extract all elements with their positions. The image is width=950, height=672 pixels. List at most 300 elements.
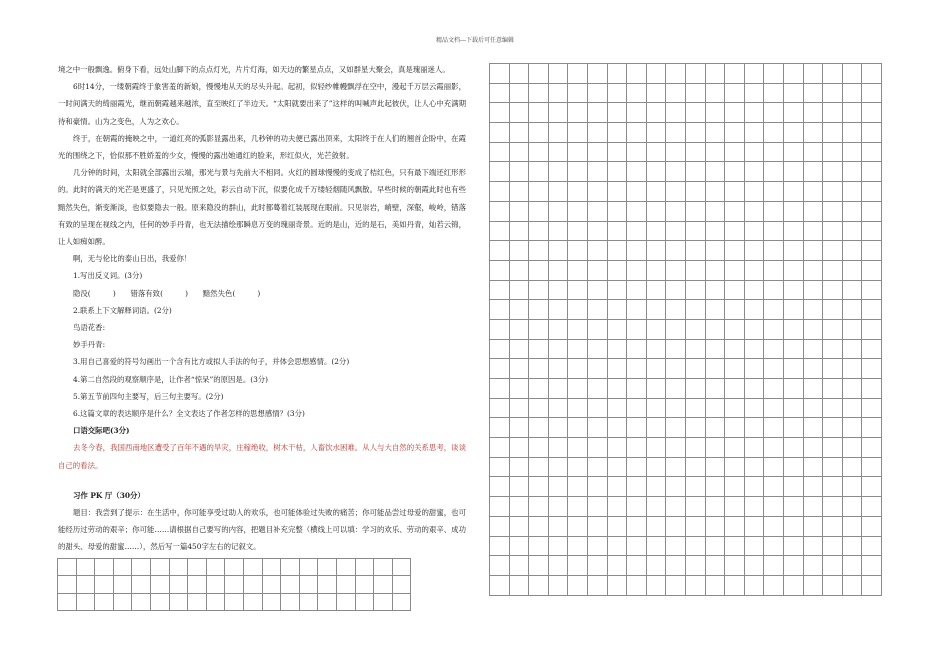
grid-cell[interactable] xyxy=(529,84,549,104)
grid-cell[interactable] xyxy=(588,143,608,163)
grid-cell[interactable] xyxy=(843,281,863,301)
grid-cell[interactable] xyxy=(666,340,686,360)
grid-cell[interactable] xyxy=(666,241,686,261)
grid-cell[interactable] xyxy=(588,477,608,497)
grid-cell[interactable] xyxy=(725,340,745,360)
grid-cell[interactable] xyxy=(823,143,843,163)
grid-cell[interactable] xyxy=(686,418,706,438)
grid-cell[interactable] xyxy=(843,261,863,281)
grid-cell[interactable] xyxy=(588,438,608,458)
grid-cell[interactable] xyxy=(627,64,647,84)
grid-cell[interactable] xyxy=(725,162,745,182)
grid-cell[interactable] xyxy=(549,399,569,419)
grid-cell[interactable] xyxy=(784,340,804,360)
grid-cell[interactable] xyxy=(549,281,569,301)
grid-cell[interactable] xyxy=(843,84,863,104)
grid-cell[interactable] xyxy=(627,103,647,123)
grid-cell[interactable] xyxy=(666,517,686,537)
grid-cell[interactable] xyxy=(490,359,510,379)
grid-cell[interactable] xyxy=(300,576,319,593)
grid-cell[interactable] xyxy=(77,576,96,593)
grid-cell[interactable] xyxy=(666,556,686,576)
grid-cell[interactable] xyxy=(706,359,726,379)
grid-cell[interactable] xyxy=(706,103,726,123)
grid-cell[interactable] xyxy=(804,222,824,242)
grid-cell[interactable] xyxy=(804,320,824,340)
grid-cell[interactable] xyxy=(843,537,863,557)
grid-cell[interactable] xyxy=(725,438,745,458)
grid-cell[interactable] xyxy=(263,559,282,576)
grid-cell[interactable] xyxy=(804,399,824,419)
grid-cell[interactable] xyxy=(706,458,726,478)
grid-cell[interactable] xyxy=(568,143,588,163)
grid-cell[interactable] xyxy=(823,300,843,320)
grid-cell[interactable] xyxy=(58,594,77,611)
grid-cell[interactable] xyxy=(627,123,647,143)
grid-cell[interactable] xyxy=(132,559,151,576)
grid-cell[interactable] xyxy=(318,594,337,611)
grid-cell[interactable] xyxy=(549,418,569,438)
grid-cell[interactable] xyxy=(114,594,133,611)
grid-cell[interactable] xyxy=(725,182,745,202)
grid-cell[interactable] xyxy=(627,399,647,419)
grid-cell[interactable] xyxy=(804,340,824,360)
grid-cell[interactable] xyxy=(706,497,726,517)
grid-cell[interactable] xyxy=(862,438,882,458)
grid-cell[interactable] xyxy=(804,64,824,84)
grid-cell[interactable] xyxy=(647,497,667,517)
grid-cell[interactable] xyxy=(627,340,647,360)
grid-cell[interactable] xyxy=(529,162,549,182)
grid-cell[interactable] xyxy=(823,576,843,596)
grid-cell[interactable] xyxy=(784,477,804,497)
grid-cell[interactable] xyxy=(725,300,745,320)
grid-cell[interactable] xyxy=(337,576,356,593)
grid-cell[interactable] xyxy=(745,477,765,497)
grid-cell[interactable] xyxy=(706,162,726,182)
grid-cell[interactable] xyxy=(510,438,530,458)
grid-cell[interactable] xyxy=(114,559,133,576)
grid-cell[interactable] xyxy=(490,281,510,301)
grid-cell[interactable] xyxy=(764,379,784,399)
grid-cell[interactable] xyxy=(647,222,667,242)
grid-cell[interactable] xyxy=(356,559,375,576)
grid-cell[interactable] xyxy=(568,64,588,84)
grid-cell[interactable] xyxy=(510,418,530,438)
grid-cell[interactable] xyxy=(549,340,569,360)
grid-cell[interactable] xyxy=(588,261,608,281)
grid-cell[interactable] xyxy=(132,576,151,593)
grid-cell[interactable] xyxy=(686,537,706,557)
grid-cell[interactable] xyxy=(549,202,569,222)
grid-cell[interactable] xyxy=(804,537,824,557)
grid-cell[interactable] xyxy=(608,222,628,242)
grid-cell[interactable] xyxy=(568,556,588,576)
grid-cell[interactable] xyxy=(745,537,765,557)
grid-cell[interactable] xyxy=(510,222,530,242)
grid-cell[interactable] xyxy=(114,576,133,593)
grid-cell[interactable] xyxy=(207,576,226,593)
grid-cell[interactable] xyxy=(862,320,882,340)
grid-cell[interactable] xyxy=(568,320,588,340)
grid-cell[interactable] xyxy=(843,241,863,261)
grid-cell[interactable] xyxy=(764,497,784,517)
grid-cell[interactable] xyxy=(862,418,882,438)
grid-cell[interactable] xyxy=(862,300,882,320)
grid-cell[interactable] xyxy=(568,418,588,438)
grid-cell[interactable] xyxy=(188,576,207,593)
grid-cell[interactable] xyxy=(529,399,549,419)
grid-cell[interactable] xyxy=(666,418,686,438)
grid-cell[interactable] xyxy=(745,458,765,478)
grid-cell[interactable] xyxy=(608,162,628,182)
grid-cell[interactable] xyxy=(647,537,667,557)
grid-cell[interactable] xyxy=(764,64,784,84)
grid-cell[interactable] xyxy=(568,477,588,497)
grid-cell[interactable] xyxy=(490,320,510,340)
grid-cell[interactable] xyxy=(843,477,863,497)
grid-cell[interactable] xyxy=(647,320,667,340)
grid-cell[interactable] xyxy=(666,162,686,182)
grid-cell[interactable] xyxy=(843,123,863,143)
grid-cell[interactable] xyxy=(784,379,804,399)
grid-cell[interactable] xyxy=(843,103,863,123)
grid-cell[interactable] xyxy=(862,497,882,517)
grid-cell[interactable] xyxy=(588,537,608,557)
grid-cell[interactable] xyxy=(627,222,647,242)
grid-cell[interactable] xyxy=(784,438,804,458)
grid-cell[interactable] xyxy=(281,576,300,593)
grid-cell[interactable] xyxy=(784,123,804,143)
grid-cell[interactable] xyxy=(549,379,569,399)
grid-cell[interactable] xyxy=(745,162,765,182)
grid-cell[interactable] xyxy=(666,399,686,419)
grid-cell[interactable] xyxy=(706,399,726,419)
grid-cell[interactable] xyxy=(608,64,628,84)
grid-cell[interactable] xyxy=(804,517,824,537)
grid-cell[interactable] xyxy=(647,359,667,379)
grid-cell[interactable] xyxy=(588,497,608,517)
grid-cell[interactable] xyxy=(568,281,588,301)
grid-cell[interactable] xyxy=(706,222,726,242)
grid-cell[interactable] xyxy=(549,143,569,163)
grid-cell[interactable] xyxy=(549,84,569,104)
grid-cell[interactable] xyxy=(549,182,569,202)
grid-cell[interactable] xyxy=(745,261,765,281)
grid-cell[interactable] xyxy=(608,241,628,261)
grid-cell[interactable] xyxy=(374,559,393,576)
grid-cell[interactable] xyxy=(706,300,726,320)
grid-cell[interactable] xyxy=(804,359,824,379)
grid-cell[interactable] xyxy=(549,261,569,281)
grid-cell[interactable] xyxy=(490,123,510,143)
grid-cell[interactable] xyxy=(225,559,244,576)
grid-cell[interactable] xyxy=(647,64,667,84)
grid-cell[interactable] xyxy=(647,202,667,222)
grid-cell[interactable] xyxy=(745,379,765,399)
grid-cell[interactable] xyxy=(784,320,804,340)
grid-cell[interactable] xyxy=(686,399,706,419)
grid-cell[interactable] xyxy=(686,281,706,301)
grid-cell[interactable] xyxy=(608,143,628,163)
grid-cell[interactable] xyxy=(529,477,549,497)
grid-cell[interactable] xyxy=(666,64,686,84)
grid-cell[interactable] xyxy=(510,379,530,399)
grid-cell[interactable] xyxy=(510,281,530,301)
grid-cell[interactable] xyxy=(862,458,882,478)
grid-cell[interactable] xyxy=(862,202,882,222)
grid-cell[interactable] xyxy=(608,556,628,576)
grid-cell[interactable] xyxy=(647,182,667,202)
grid-cell[interactable] xyxy=(804,84,824,104)
grid-cell[interactable] xyxy=(647,438,667,458)
grid-cell[interactable] xyxy=(706,517,726,537)
grid-cell[interactable] xyxy=(647,477,667,497)
grid-cell[interactable] xyxy=(529,202,549,222)
grid-cell[interactable] xyxy=(627,261,647,281)
grid-cell[interactable] xyxy=(608,202,628,222)
grid-cell[interactable] xyxy=(686,379,706,399)
grid-cell[interactable] xyxy=(686,576,706,596)
grid-cell[interactable] xyxy=(588,556,608,576)
grid-cell[interactable] xyxy=(745,182,765,202)
grid-cell[interactable] xyxy=(706,576,726,596)
grid-cell[interactable] xyxy=(745,84,765,104)
grid-cell[interactable] xyxy=(393,594,412,611)
grid-cell[interactable] xyxy=(706,438,726,458)
grid-cell[interactable] xyxy=(764,123,784,143)
grid-cell[interactable] xyxy=(549,438,569,458)
grid-cell[interactable] xyxy=(706,202,726,222)
grid-cell[interactable] xyxy=(510,340,530,360)
grid-cell[interactable] xyxy=(666,182,686,202)
grid-cell[interactable] xyxy=(745,222,765,242)
grid-cell[interactable] xyxy=(666,438,686,458)
grid-cell[interactable] xyxy=(568,261,588,281)
grid-cell[interactable] xyxy=(764,399,784,419)
grid-cell[interactable] xyxy=(843,182,863,202)
grid-cell[interactable] xyxy=(588,379,608,399)
grid-cell[interactable] xyxy=(843,64,863,84)
grid-cell[interactable] xyxy=(823,222,843,242)
grid-cell[interactable] xyxy=(804,556,824,576)
grid-cell[interactable] xyxy=(647,399,667,419)
grid-cell[interactable] xyxy=(588,517,608,537)
grid-cell[interactable] xyxy=(862,222,882,242)
grid-cell[interactable] xyxy=(244,594,263,611)
grid-cell[interactable] xyxy=(510,477,530,497)
grid-cell[interactable] xyxy=(627,517,647,537)
grid-cell[interactable] xyxy=(510,497,530,517)
grid-cell[interactable] xyxy=(725,359,745,379)
grid-cell[interactable] xyxy=(862,261,882,281)
grid-cell[interactable] xyxy=(647,300,667,320)
grid-cell[interactable] xyxy=(706,418,726,438)
grid-cell[interactable] xyxy=(725,320,745,340)
grid-cell[interactable] xyxy=(843,202,863,222)
grid-cell[interactable] xyxy=(393,576,412,593)
grid-cell[interactable] xyxy=(686,241,706,261)
grid-cell[interactable] xyxy=(764,103,784,123)
grid-cell[interactable] xyxy=(490,300,510,320)
grid-cell[interactable] xyxy=(568,241,588,261)
grid-cell[interactable] xyxy=(588,320,608,340)
grid-cell[interactable] xyxy=(627,477,647,497)
grid-cell[interactable] xyxy=(608,103,628,123)
grid-cell[interactable] xyxy=(784,300,804,320)
grid-cell[interactable] xyxy=(510,537,530,557)
grid-cell[interactable] xyxy=(745,202,765,222)
grid-cell[interactable] xyxy=(745,359,765,379)
grid-cell[interactable] xyxy=(764,300,784,320)
grid-cell[interactable] xyxy=(627,143,647,163)
grid-cell[interactable] xyxy=(588,103,608,123)
grid-cell[interactable] xyxy=(862,517,882,537)
grid-cell[interactable] xyxy=(568,182,588,202)
grid-cell[interactable] xyxy=(745,517,765,537)
grid-cell[interactable] xyxy=(608,320,628,340)
grid-cell[interactable] xyxy=(588,123,608,143)
grid-cell[interactable] xyxy=(686,84,706,104)
grid-cell[interactable] xyxy=(686,517,706,537)
grid-cell[interactable] xyxy=(745,143,765,163)
grid-cell[interactable] xyxy=(745,64,765,84)
grid-cell[interactable] xyxy=(784,359,804,379)
grid-cell[interactable] xyxy=(549,103,569,123)
grid-cell[interactable] xyxy=(706,84,726,104)
grid-cell[interactable] xyxy=(374,576,393,593)
grid-cell[interactable] xyxy=(666,576,686,596)
grid-cell[interactable] xyxy=(170,594,189,611)
grid-cell[interactable] xyxy=(568,379,588,399)
grid-cell[interactable] xyxy=(862,379,882,399)
grid-cell[interactable] xyxy=(843,162,863,182)
grid-cell[interactable] xyxy=(627,438,647,458)
grid-cell[interactable] xyxy=(804,300,824,320)
grid-cell[interactable] xyxy=(823,556,843,576)
grid-cell[interactable] xyxy=(608,261,628,281)
grid-cell[interactable] xyxy=(529,576,549,596)
grid-cell[interactable] xyxy=(510,320,530,340)
grid-cell[interactable] xyxy=(725,399,745,419)
grid-cell[interactable] xyxy=(393,559,412,576)
grid-cell[interactable] xyxy=(490,84,510,104)
grid-cell[interactable] xyxy=(706,320,726,340)
grid-cell[interactable] xyxy=(529,103,549,123)
grid-cell[interactable] xyxy=(686,143,706,163)
grid-cell[interactable] xyxy=(725,576,745,596)
grid-cell[interactable] xyxy=(764,241,784,261)
grid-cell[interactable] xyxy=(549,300,569,320)
grid-cell[interactable] xyxy=(764,261,784,281)
grid-cell[interactable] xyxy=(490,103,510,123)
grid-cell[interactable] xyxy=(823,497,843,517)
grid-cell[interactable] xyxy=(490,261,510,281)
grid-cell[interactable] xyxy=(843,320,863,340)
grid-cell[interactable] xyxy=(823,182,843,202)
grid-cell[interactable] xyxy=(588,300,608,320)
grid-cell[interactable] xyxy=(823,477,843,497)
grid-cell[interactable] xyxy=(568,103,588,123)
grid-cell[interactable] xyxy=(490,340,510,360)
grid-cell[interactable] xyxy=(764,418,784,438)
grid-cell[interactable] xyxy=(706,123,726,143)
grid-cell[interactable] xyxy=(568,300,588,320)
grid-cell[interactable] xyxy=(95,576,114,593)
grid-cell[interactable] xyxy=(804,576,824,596)
grid-cell[interactable] xyxy=(823,64,843,84)
grid-cell[interactable] xyxy=(568,162,588,182)
grid-cell[interactable] xyxy=(706,143,726,163)
grid-cell[interactable] xyxy=(300,559,319,576)
grid-cell[interactable] xyxy=(374,594,393,611)
grid-cell[interactable] xyxy=(686,477,706,497)
grid-cell[interactable] xyxy=(823,84,843,104)
grid-cell[interactable] xyxy=(549,320,569,340)
grid-cell[interactable] xyxy=(568,537,588,557)
grid-cell[interactable] xyxy=(823,241,843,261)
grid-cell[interactable] xyxy=(764,359,784,379)
grid-cell[interactable] xyxy=(510,123,530,143)
grid-cell[interactable] xyxy=(686,162,706,182)
grid-cell[interactable] xyxy=(764,320,784,340)
grid-cell[interactable] xyxy=(281,594,300,611)
grid-cell[interactable] xyxy=(764,458,784,478)
grid-cell[interactable] xyxy=(549,517,569,537)
grid-cell[interactable] xyxy=(843,458,863,478)
grid-cell[interactable] xyxy=(356,594,375,611)
grid-cell[interactable] xyxy=(725,123,745,143)
grid-cell[interactable] xyxy=(784,222,804,242)
grid-cell[interactable] xyxy=(686,320,706,340)
writing-grid-large[interactable] xyxy=(489,63,882,596)
grid-cell[interactable] xyxy=(529,340,549,360)
grid-cell[interactable] xyxy=(549,477,569,497)
grid-cell[interactable] xyxy=(647,556,667,576)
grid-cell[interactable] xyxy=(588,340,608,360)
grid-cell[interactable] xyxy=(627,300,647,320)
grid-cell[interactable] xyxy=(706,556,726,576)
grid-cell[interactable] xyxy=(490,418,510,438)
grid-cell[interactable] xyxy=(706,340,726,360)
grid-cell[interactable] xyxy=(510,202,530,222)
grid-cell[interactable] xyxy=(804,438,824,458)
grid-cell[interactable] xyxy=(823,438,843,458)
grid-cell[interactable] xyxy=(608,300,628,320)
grid-cell[interactable] xyxy=(666,143,686,163)
grid-cell[interactable] xyxy=(725,143,745,163)
grid-cell[interactable] xyxy=(647,576,667,596)
grid-cell[interactable] xyxy=(823,162,843,182)
grid-cell[interactable] xyxy=(745,556,765,576)
grid-cell[interactable] xyxy=(666,300,686,320)
grid-cell[interactable] xyxy=(318,576,337,593)
grid-cell[interactable] xyxy=(804,143,824,163)
grid-cell[interactable] xyxy=(132,594,151,611)
grid-cell[interactable] xyxy=(588,162,608,182)
grid-cell[interactable] xyxy=(568,517,588,537)
grid-cell[interactable] xyxy=(510,458,530,478)
grid-cell[interactable] xyxy=(706,537,726,557)
grid-cell[interactable] xyxy=(549,162,569,182)
grid-cell[interactable] xyxy=(627,241,647,261)
grid-cell[interactable] xyxy=(627,359,647,379)
grid-cell[interactable] xyxy=(568,340,588,360)
grid-cell[interactable] xyxy=(647,517,667,537)
grid-cell[interactable] xyxy=(745,103,765,123)
grid-cell[interactable] xyxy=(666,222,686,242)
grid-cell[interactable] xyxy=(745,418,765,438)
